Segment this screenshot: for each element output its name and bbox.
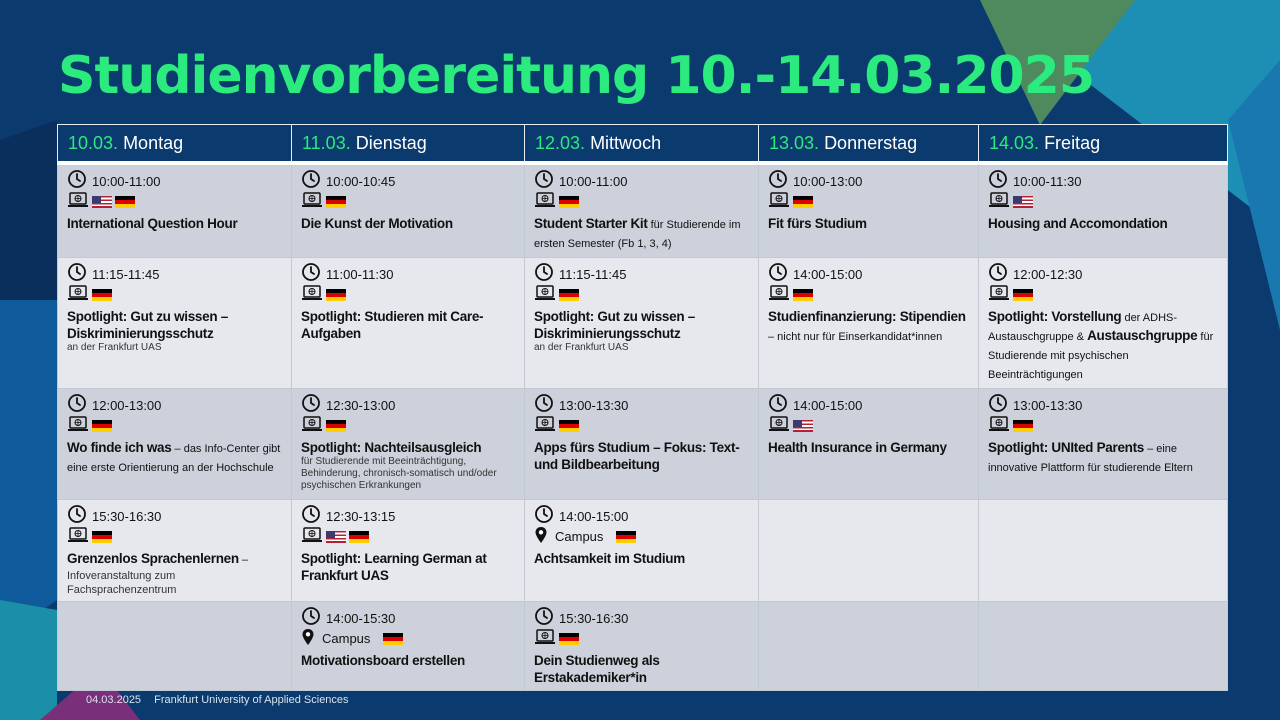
time-text: 14:00-15:30 xyxy=(326,610,396,626)
event-time xyxy=(768,395,969,415)
day-date: 10.03. xyxy=(68,132,119,153)
event-cell xyxy=(525,602,759,691)
event-time xyxy=(768,264,969,284)
time-text: 10:00-11:00 xyxy=(92,173,161,189)
clock-icon xyxy=(301,393,321,417)
time-text: 15:30-16:30 xyxy=(92,508,162,524)
time-text: 11:00-11:30 xyxy=(326,266,394,282)
empty-cell xyxy=(759,602,979,691)
event-subtitle: an der Frankfurt UAS xyxy=(67,342,162,353)
event-title-part: Spotlight: Gut zu wissen – Diskriminierungsschutz xyxy=(534,309,695,341)
clock-icon xyxy=(988,393,1008,417)
event-title xyxy=(67,550,282,569)
event-time xyxy=(301,608,515,628)
online-laptop-icon xyxy=(988,192,1010,212)
day-date: 13.03. xyxy=(769,132,820,153)
event-title xyxy=(988,308,1218,384)
footer-date: 04.03.2025 xyxy=(86,694,142,706)
event-title xyxy=(534,550,749,567)
time-text: 14:00-15:00 xyxy=(793,266,863,282)
online-laptop-icon xyxy=(988,285,1010,305)
online-laptop-icon xyxy=(768,416,790,436)
empty-cell xyxy=(759,500,979,602)
empty-cell xyxy=(58,602,292,691)
day-header-monday xyxy=(58,125,292,164)
online-laptop-icon xyxy=(301,416,323,436)
day-date: 14.03. xyxy=(989,132,1040,153)
event-time xyxy=(67,171,282,191)
online-laptop-icon xyxy=(67,192,89,212)
event-time xyxy=(301,395,515,415)
clock-icon xyxy=(534,169,554,193)
clock-icon xyxy=(67,169,87,193)
clock-icon xyxy=(534,504,554,528)
time-text: 10:00-13:00 xyxy=(793,173,863,189)
location-pin-icon xyxy=(301,628,315,650)
day-name: Mittwoch xyxy=(590,132,662,153)
clock-icon xyxy=(67,262,87,286)
location-pin-icon xyxy=(534,526,548,548)
event-title-part: Apps fürs Studium – Fokus: Text- und Bildbearbeitung xyxy=(534,440,740,472)
event-time xyxy=(67,264,282,284)
event-title-part: Spotlight: Vorstellung xyxy=(988,309,1122,324)
event-title-part: Housing and Accomondation xyxy=(988,216,1168,231)
event-time xyxy=(534,264,749,284)
event-cell xyxy=(58,163,292,258)
german-flag-icon xyxy=(559,633,579,645)
event-title xyxy=(768,215,969,232)
time-text: 12:00-13:00 xyxy=(92,397,162,413)
event-cell xyxy=(525,389,759,500)
online-laptop-icon xyxy=(301,285,323,305)
event-meta xyxy=(768,417,969,434)
event-title-part: Fit fürs Studium xyxy=(768,216,867,231)
time-slot-row xyxy=(58,389,1228,500)
event-title-part: Studienfinanzierung: Stipendien xyxy=(768,309,966,324)
event-meta xyxy=(988,286,1218,303)
event-time xyxy=(534,395,749,415)
event-time xyxy=(768,171,969,191)
event-title-part: Spotlight: Gut zu wissen – Diskriminierungsschutz xyxy=(67,309,228,341)
online-laptop-icon xyxy=(301,192,323,212)
time-slot-row xyxy=(58,258,1228,389)
online-laptop-icon xyxy=(768,285,790,305)
event-title-part: Grenzenlos Sprachenlernen xyxy=(67,551,239,566)
event-cell xyxy=(525,163,759,258)
location-label: Campus xyxy=(322,631,371,646)
day-header-thursday xyxy=(759,125,979,164)
event-meta xyxy=(534,630,749,647)
location-label: Campus xyxy=(555,529,604,544)
event-meta xyxy=(301,417,515,434)
event-title-part: – das Info-Center gibt eine erste Orientierung an der Hochschule xyxy=(67,443,281,474)
event-title-part: der ADHS-Austauschgruppe & xyxy=(988,312,1178,343)
german-flag-icon xyxy=(793,289,813,301)
online-laptop-icon xyxy=(768,192,790,212)
event-title xyxy=(301,550,515,584)
event-title xyxy=(301,308,515,342)
us-flag-icon xyxy=(326,531,346,543)
footer xyxy=(86,694,359,706)
schedule-table xyxy=(57,124,1228,691)
german-flag-icon xyxy=(115,196,135,208)
time-slot-row xyxy=(58,500,1228,602)
event-title-part: Dein Studienweg als Erstakademiker*in xyxy=(534,653,660,685)
event-meta xyxy=(534,528,749,545)
event-cell xyxy=(58,389,292,500)
german-flag-icon xyxy=(92,531,112,543)
clock-icon xyxy=(67,504,87,528)
event-title-part: Wo finde ich was xyxy=(67,440,172,455)
event-subtitle: für Studierende mit Beeinträchtigung, Behinderung, chronisch-somatisch und/oder psychischen Erkrankungen xyxy=(301,456,497,491)
event-meta xyxy=(768,286,969,303)
clock-icon xyxy=(988,262,1008,286)
event-cell xyxy=(58,258,292,389)
german-flag-icon xyxy=(92,289,112,301)
event-meta xyxy=(301,286,515,303)
clock-icon xyxy=(534,393,554,417)
event-time xyxy=(988,395,1218,415)
time-slot-row xyxy=(58,163,1228,258)
event-title-part: – xyxy=(238,554,248,566)
event-meta xyxy=(988,417,1218,434)
clock-icon xyxy=(534,262,554,286)
time-text: 12:30-13:15 xyxy=(326,508,396,524)
event-cell xyxy=(759,163,979,258)
event-title xyxy=(67,215,282,232)
time-text: 13:00-13:30 xyxy=(559,397,629,413)
event-cell xyxy=(759,258,979,389)
time-text: 14:00-15:00 xyxy=(793,397,863,413)
german-flag-icon xyxy=(559,420,579,432)
event-title-part: – eine innovative Plattform für studierende Eltern xyxy=(988,443,1193,474)
event-title-part: Achtsamkeit im Studium xyxy=(534,551,685,566)
time-text: 10:00-10:45 xyxy=(326,173,396,189)
event-cell xyxy=(292,500,525,602)
german-flag-icon xyxy=(349,531,369,543)
us-flag-icon xyxy=(92,196,112,208)
event-cell xyxy=(292,602,525,691)
event-title-part: Student Starter Kit xyxy=(534,216,648,231)
event-title-part: Spotlight: Learning German at Frankfurt UAS xyxy=(301,551,487,583)
empty-cell xyxy=(979,602,1228,691)
page-title: Studienvorbereitung 10.-14.03.2025 xyxy=(58,46,1095,106)
event-time xyxy=(988,171,1218,191)
event-meta xyxy=(534,417,749,434)
event-title-part: International Question Hour xyxy=(67,216,238,231)
event-time xyxy=(534,171,749,191)
german-flag-icon xyxy=(559,289,579,301)
event-time xyxy=(67,395,282,415)
german-flag-icon xyxy=(559,196,579,208)
german-flag-icon xyxy=(326,420,346,432)
online-laptop-icon xyxy=(67,416,89,436)
event-meta xyxy=(301,630,515,647)
event-title xyxy=(301,652,515,669)
event-cell xyxy=(525,500,759,602)
day-name: Freitag xyxy=(1044,132,1101,153)
time-text: 10:00-11:00 xyxy=(559,173,628,189)
event-title xyxy=(768,439,969,456)
event-title-part: für Studierende mit psychischen Beeinträchtigungen xyxy=(988,331,1214,381)
german-flag-icon xyxy=(793,196,813,208)
clock-icon xyxy=(301,169,321,193)
clock-icon xyxy=(301,606,321,630)
clock-icon xyxy=(768,262,788,286)
german-flag-icon xyxy=(616,531,636,543)
event-title-part: – nicht nur für Einserkandidat*innen xyxy=(768,331,943,343)
clock-icon xyxy=(301,262,321,286)
event-title xyxy=(301,439,515,456)
event-title xyxy=(301,215,515,232)
event-title xyxy=(768,308,969,346)
event-time xyxy=(67,506,282,526)
time-text: 11:15-11:45 xyxy=(92,266,160,282)
event-time xyxy=(301,506,515,526)
event-title xyxy=(534,439,749,473)
online-laptop-icon xyxy=(67,285,89,305)
clock-icon xyxy=(67,393,87,417)
clock-icon xyxy=(534,606,554,630)
time-text: 12:00-12:30 xyxy=(1013,266,1083,282)
event-time xyxy=(988,264,1218,284)
online-laptop-icon xyxy=(534,285,556,305)
german-flag-icon xyxy=(326,289,346,301)
online-laptop-icon xyxy=(988,416,1010,436)
event-title-part: Spotlight: UNIted Parents xyxy=(988,440,1145,455)
german-flag-icon xyxy=(92,420,112,432)
event-title-part: Spotlight: Studieren mit Care-Aufgaben xyxy=(301,309,484,341)
online-laptop-icon xyxy=(534,629,556,649)
event-title xyxy=(67,308,282,342)
event-meta xyxy=(301,193,515,210)
online-laptop-icon xyxy=(67,527,89,547)
online-laptop-icon xyxy=(534,192,556,212)
clock-icon xyxy=(768,393,788,417)
online-laptop-icon xyxy=(301,527,323,547)
event-title-part: Motivationsboard erstellen xyxy=(301,653,465,668)
us-flag-icon xyxy=(1013,196,1033,208)
time-slot-row xyxy=(58,602,1228,691)
clock-icon xyxy=(768,169,788,193)
german-flag-icon xyxy=(383,633,403,645)
event-title-part: Austauschgruppe xyxy=(1087,328,1198,343)
time-text: 15:30-16:30 xyxy=(559,610,629,626)
day-header-tuesday xyxy=(292,125,525,164)
event-meta xyxy=(301,528,515,545)
event-cell xyxy=(292,163,525,258)
german-flag-icon xyxy=(326,196,346,208)
event-meta xyxy=(534,193,749,210)
event-title xyxy=(988,215,1218,232)
event-title-part: Spotlight: Nachteilsausgleich xyxy=(301,440,482,455)
day-date: 11.03. xyxy=(302,132,351,153)
event-cell xyxy=(525,258,759,389)
event-title xyxy=(534,308,749,342)
event-cell xyxy=(58,500,292,602)
time-text: 12:30-13:00 xyxy=(326,397,396,413)
event-subtitle: Infoveranstaltung zum Fachsprachenzentrum xyxy=(67,570,177,596)
day-header-wednesday xyxy=(525,125,759,164)
event-cell xyxy=(292,389,525,500)
event-title xyxy=(988,439,1218,477)
event-title xyxy=(67,439,282,477)
german-flag-icon xyxy=(1013,289,1033,301)
day-name: Montag xyxy=(123,132,184,153)
time-text: 11:15-11:45 xyxy=(559,266,627,282)
event-title-part: Die Kunst der Motivation xyxy=(301,216,453,231)
event-title xyxy=(534,215,749,253)
event-meta xyxy=(67,193,282,210)
time-text: 13:00-13:30 xyxy=(1013,397,1083,413)
event-meta xyxy=(67,417,282,434)
event-meta xyxy=(768,193,969,210)
day-header-row xyxy=(58,125,1228,164)
event-meta xyxy=(534,286,749,303)
event-time xyxy=(301,171,515,191)
event-title-part: für Studierende im ersten Semester (Fb 1, 3, 4) xyxy=(534,219,741,250)
event-subtitle: an der Frankfurt UAS xyxy=(534,342,629,353)
time-text: 10:00-11:30 xyxy=(1013,173,1082,189)
event-cell xyxy=(292,258,525,389)
event-cell xyxy=(979,389,1228,500)
event-cell xyxy=(979,163,1228,258)
event-time xyxy=(534,608,749,628)
clock-icon xyxy=(301,504,321,528)
us-flag-icon xyxy=(793,420,813,432)
footer-org: Frankfurt University of Applied Sciences xyxy=(154,694,349,706)
day-header-friday xyxy=(979,125,1228,164)
event-meta xyxy=(67,528,282,545)
event-meta xyxy=(67,286,282,303)
german-flag-icon xyxy=(1013,420,1033,432)
event-time xyxy=(534,506,749,526)
online-laptop-icon xyxy=(534,416,556,436)
day-name: Donnerstag xyxy=(824,132,918,153)
event-title-part: Health Insurance in Germany xyxy=(768,440,947,455)
event-meta xyxy=(988,193,1218,210)
clock-icon xyxy=(988,169,1008,193)
empty-cell xyxy=(979,500,1228,602)
event-title xyxy=(534,652,749,686)
event-cell xyxy=(979,258,1228,389)
event-time xyxy=(301,264,515,284)
event-cell xyxy=(759,389,979,500)
day-name: Dienstag xyxy=(355,132,427,153)
day-date: 12.03. xyxy=(535,132,586,153)
time-text: 14:00-15:00 xyxy=(559,508,629,524)
